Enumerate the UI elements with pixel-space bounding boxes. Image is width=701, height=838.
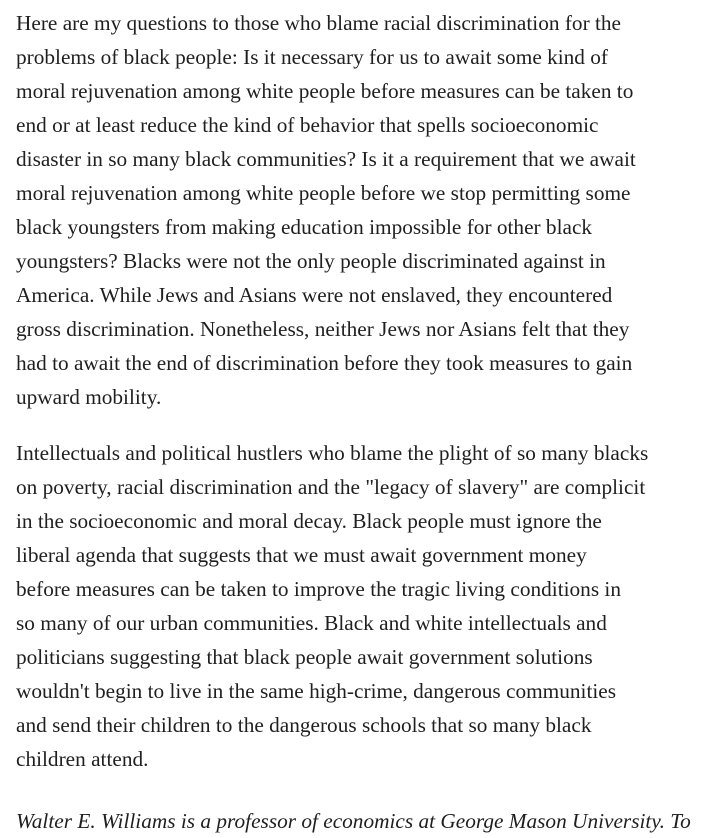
paragraph-line: black youngsters from making education impossible for other black: [16, 215, 593, 239]
paragraph-line: liberal agenda that suggests that we must await government money: [16, 543, 587, 567]
paragraph-line: politicians suggesting that black people await government solutions: [16, 645, 593, 669]
paragraph-line: end or at least reduce the kind of behavior that spells socioeconomic: [16, 113, 599, 137]
article-paragraph-1: [16, 6, 694, 414]
paragraph-line: in the socioeconomic and moral decay. Black people must ignore the: [16, 509, 602, 533]
paragraph-line: Intellectuals and political hustlers who blame the plight of so many blacks: [16, 441, 649, 465]
paragraph-line: moral rejuvenation among white people before we stop permitting some: [16, 181, 631, 205]
paragraph-line: upward mobility.: [16, 385, 162, 409]
paragraph-line: and send their children to the dangerous schools that so many black: [16, 713, 592, 737]
paragraph-line: youngsters? Blacks were not the only people discriminated against in: [16, 249, 606, 273]
paragraph-line: America. While Jews and Asians were not enslaved, they encountered: [16, 283, 613, 307]
paragraph-line: problems of black people: Is it necessary for us to await some kind of: [16, 45, 609, 69]
paragraph-line: had to await the end of discrimination before they took measures to gain: [16, 351, 633, 375]
paragraph-line: Here are my questions to those who blame racial discrimination for the: [16, 11, 622, 35]
article-body: [16, 6, 694, 832]
article-paragraph-2: [16, 436, 694, 776]
paragraph-line: children attend.: [16, 747, 149, 771]
paragraph-line: moral rejuvenation among white people before measures can be taken to: [16, 79, 634, 103]
paragraph-line: disaster in so many black communities? Is it a requirement that we await: [16, 147, 636, 171]
paragraph-line: so many of our urban communities. Black and white intellectuals and: [16, 611, 607, 635]
paragraph-line: on poverty, racial discrimination and the "legacy of slavery" are complicit: [16, 475, 646, 499]
paragraph-line: wouldn't begin to live in the same high-crime, dangerous communities: [16, 679, 617, 703]
paragraph-line: before measures can be taken to improve the tragic living conditions in: [16, 577, 621, 601]
paragraph-line: gross discrimination. Nonetheless, neither Jews nor Asians felt that they: [16, 317, 630, 341]
author-bio: Walter E. Williams is a professor of economics at George Mason University. To: [16, 809, 691, 833]
